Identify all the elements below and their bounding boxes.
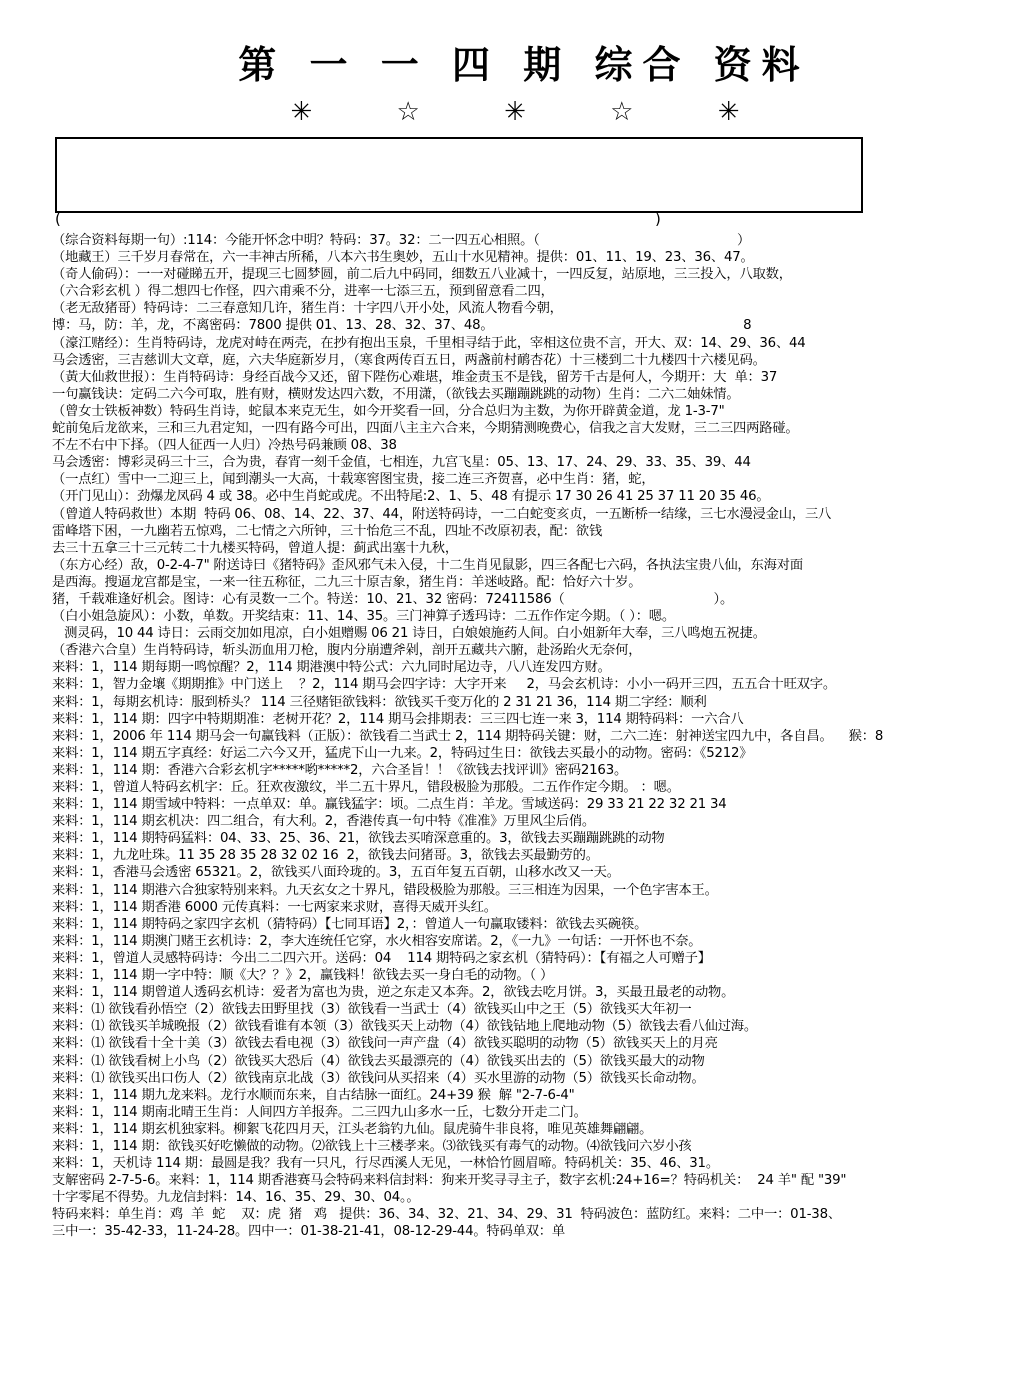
star-divider: ✳ ☆ ✳ ☆ ✳ <box>290 97 778 127</box>
left-paren: ( <box>55 210 61 228</box>
document-line: （曾女士铁板神数）特码生肖诗，蛇鼠本来克无生，如今开奖看一回，分合总归为主数，为你开辟黄金道，龙 1-3-7" <box>52 403 725 419</box>
document-line: 来料：1，九龙吐珠。11 35 28 35 28 32 02 16 2，欲钱去问猪哥。3，欲钱去买最勤劳的。 <box>52 848 599 864</box>
document-line: 蛇前兔后龙欲来，三和三九君定知，一四有路今可出，四面八主主六合来，今期猜测晚费心，信我之言大发财，三二三四两路碰。 <box>52 421 799 437</box>
document-line: 特码来料：单生肖：鸡 羊 蛇 双：虎 猪 鸡 提供：36、34、32、21、34、29、31 特码波色：蓝防红。来料：二中一：01-38、 <box>52 1207 841 1223</box>
document-line: （综合资料每期一句）:114：今能开怀念中明？特码：37。32：二一四五心相照。（ ） <box>52 233 751 248</box>
page-title: 第 一 一 四 期 综合 资料 <box>238 42 810 87</box>
document-line: （地藏王）三千岁月春常在，六一丰神古所稀，八本六书生奥妙，五山十水见精神。提供：01、11、19、23、36、47。 <box>52 250 754 266</box>
document-line: 来料：1，114 期玄机决：四二组合，有大利。2，香港传真一句中特《准准》万里风尘后俏。 <box>52 814 596 830</box>
document-line: 来料：1，天机诗 114 期：最圆是我？我有一只凡，行尽西溪人无见，一林恰竹圆眉啼。特码机关：35、46、31。 <box>52 1156 719 1172</box>
document-line: 来料：1，114 期每期一鸣惊醒？2，114 期港澳中特公式：六九同时尾边寺，八八连发四方财。 <box>52 660 611 676</box>
document-line: 来料：1，114 期特码猛料：04、33、25、36、21，欲钱去买唷深意重的。3，欲钱去买蹦蹦跳跳的动物 <box>52 831 665 847</box>
document-line: 一句赢钱诀：定码二六今可取，胜有财，横财发达四六数，不用潇，（欲钱去买蹦蹦跳跳的动物）生肖：二六二妯妹情。 <box>52 386 740 402</box>
banner-box <box>55 137 863 213</box>
document-line: 来料：1，114 期九龙来料。龙行水顺而东来，自古结脉一面红。24+39 猴 解 "2-7-6-4" <box>52 1087 575 1103</box>
document-line: 来料：1，114 期：四字中特期期准：老树开花？2，114 期马会排期表：三三四七连一来 3，114 期特码料：一六合八 <box>52 711 744 727</box>
document-line: 来料：1，曾道人灵感特码诗：今出二二四六开。送码：04 114 期特码之家玄机（猜特码）：【有福之人可赠子】 <box>52 950 711 966</box>
document-line: 来料：⑴ 欲钱买羊城晚报（2）欲钱看谁有本领（3）欲钱买天上动物（4）欲钱钻地上爬地动物（5）欲钱去看八仙过海。 <box>52 1019 758 1035</box>
document-line: 马会透密：博彩灵码三十三，合为贵，春宵一刻千金值，七相连，九宫飞星：05、13、17、24、29、33、35、39、44 <box>52 455 751 471</box>
document-line: 来料：1，2006 年 114 期马会一句赢钱料（正版）：欲钱看二当武士 2，114 期特码关键：财，二六二连：射神送宝四九中，各自昌。 猴：8 <box>52 728 884 744</box>
document-line: （香港六合皇）生肖特码诗，斩头沥血用刀枪，腹内分崩遭斧剁，剖开五藏共六腑，赴汤跆火无奈何， <box>52 643 642 659</box>
paren-row <box>55 210 1018 230</box>
document-line: 来料：1，114 期玄机独家料。柳絮飞花四月天，江头老翁钓九仙。鼠虎骑牛非良将，唯见英雄舞翩翩。 <box>52 1121 653 1137</box>
document-line: 去三十五拿三十三元转二十九楼买特码，曾道人提：蓟武出塞十九秋， <box>52 540 459 556</box>
document-line: 来料：1，每期玄机诗：服到桥头？ 114 三径赌钜欲钱料：欲钱买千变万化的 2 31 21 36，114 期二字经：顺利 <box>52 694 707 710</box>
document-line: （东方心经）敌，0-2-4-7" 附送诗曰《猪特码》歪风邪气未入侵，十二生肖见鼠影，四三各配七六码，各执法宝贵八仙，东海对面 <box>52 557 803 573</box>
document-line: （黃大仙救世报）：生肖特码诗：身经百战今又还，留下陛伤心难堪，堆金责玉不是钱，留芳千古是何人，今期开：大 单：37 <box>52 369 778 385</box>
document-line: 来料：⑴ 欲钱看十全十美（3）欲钱去看电视（3）欲钱问一声产盘（4）欲钱买聪明的动物（5）欲钱买天上的月亮 <box>52 1036 718 1052</box>
document-line: 雷峰塔下困，一九幽若五惊鸡，二七情之六所钟，三十怡危三不乱，四址不改原初表，配：欲钱 <box>52 523 603 539</box>
document-line: （老无敌猪哥）特码诗：二三春意知几许，猪生肖：十字四八开小处，风流人物看今朝， <box>52 301 563 317</box>
document-line: 博：马，防：羊，龙，不离密码：7800 提供 01、13、28、32、37、48。 8 <box>52 318 752 334</box>
document-line: （曾道人特码救世）本期 特码 06、08、14、22、37、44，附送特码诗，一二白蛇变亥贞，一五断桥一结缘，三七水漫浸金山，三八 <box>52 506 832 522</box>
document-line: 来料：1，114 期澳门赌王玄机诗：2，李大连统任它穿，水火相容安席诺。2，《一九》一句话：一开怀也不奈。 <box>52 933 702 949</box>
document-line: 来料：1，114 期特码之家四字玄机（猜特码）【七同耳语】2，：曾道人一句赢取镂料：欲钱去买碗筷。 <box>52 916 648 932</box>
document-line: （白小姐急旋风）：小数，单数。开奖结束：11、14、35。三门神算子透玛诗：二五作作定今期。（ ）：嗯。 <box>52 609 675 625</box>
document-line: 来料：1，114 期港六合独家特别来料。九天玄女之十界凡，错段极脸为那般。三三相连为因果，一个色字害本王。 <box>52 882 718 898</box>
document-line: 来料：1，香港马会透密 65321。2，欲钱买八面玲珑的。3，五百年复五百朝，山移水改又一天。 <box>52 865 620 881</box>
document-line: 来料：1，智力金壤《期期推》中门送上 ？2，114 期马会四字诗：大字开来 2，马会玄机诗：小小一码开三四，五五合十旺双字。 <box>52 677 836 693</box>
document-line: 来料：1，114 期：香港六合彩玄机字*****哟*****2，六合圣旨！！《欲钱去找评训》密码2163。 <box>52 762 628 778</box>
document-line: 来料：1，114 期香港 6000 元传真料：一七两家来求财，喜得天威开头红。 <box>52 899 497 915</box>
right-paren: ) <box>655 210 661 228</box>
document-line: （一点红）雪中一二迎三上，闻到潮头一大高，十载寒窖图宝贵，接二连三齐贺喜，必中生肖：猪，蛇， <box>52 472 655 488</box>
document-line: 是西海。搜逼龙宫都是宝，一来一往五称征，二九三十原吉象，猪生肖：羊迷岐路。配：恰好六十岁。 <box>52 574 642 590</box>
document-line: 测灵码，10 44 诗日：云雨交加如甩凉，白小姐赠赐 06 21 诗日，白娘娘施药人间。白小姐新年大奉，三八鸣炮五祝捷。 <box>52 626 766 642</box>
document-line: 不左不右中下择。（四人征西一人归）冷热号码兼顾 08、38 <box>52 438 397 454</box>
document-line: 三中一：35-42-33，11-24-28。四中一：01-38-21-41，08-12-29-44。特码单双：单 <box>52 1224 566 1240</box>
document-line: 来料：1，曾道人特码玄机字：丘。狂欢夜激纹，半二五十界凡，错段极脸为那般。二五作作定今期。 ：嗯。 <box>52 780 680 795</box>
banner-text <box>63 143 855 207</box>
document-line: （开门见山）：劲爆龙凤码 4 或 38。必中生肖蛇或虎。不出特尾:2、1、5、48 有提示 17 30 26 41 25 37 11 20 35 46。 <box>52 489 770 505</box>
document-line: 来料：1，114 期南北晴王生肖：人间四方羊报奔。二三四九山多水一丘，七数分开走二门。 <box>52 1104 587 1120</box>
document-line: 来料：1，114 期曾道人透码玄机诗：爱者为富也为贵，逆之东走又本奔。2，欲钱去吃月饼。3，买最丑最老的动物。 <box>52 985 735 1001</box>
document-line: （濠江赌经）：生肖特码诗，龙虎对峙在两壳，在抄有抱出玉泉，千里相寻结于此，宰相这位贵不言，开大、双：14、29、36、44 <box>52 335 806 351</box>
document-line: 来料：1，114 期一字中特：顺《大？？》2，赢钱料！欲钱去买一身白毛的动物。（ ） <box>52 968 554 984</box>
document-line: 来料：⑴ 欲钱看树上小鸟（2）欲钱买大恐后（4）欲钱去买最漂亮的（4）欲钱买出去的（5）欲钱买最大的动物 <box>52 1053 705 1069</box>
document-line: 支解密码 2-7-5-6。来料：1，114 期香港赛马会特码来料信封料：狗来开奖寻寻主子，数字玄机:24+16=？特码机关： 24 羊" 配 "39" <box>52 1173 847 1189</box>
document-line: 来料：1，114 期：欲钱买好吃懒做的动物。⑵欲钱上十三楼孝来。⑶欲钱买有毒气的动物。⑷欲钱问六岁小孩 <box>52 1138 692 1154</box>
document-line: 十字零尾不得势。九龙信封料：14、16、35、29、30、04。。 <box>52 1190 420 1206</box>
document-line: （奇人偷码）：一一对碰睇五开，提现三七圆梦圆，前二后九中码同，细数五八业减十，一四反复，站原地，三三投入，八取数， <box>52 267 792 283</box>
document-line: 猪，千载难逢好机会。图诗：心有灵数一二个。特送：10、21、32 密码：72411586（ ）。 <box>52 591 734 607</box>
document-line: 来料：⑴ 欲钱看孙悟空（2）欲钱去田野里找（3）欲钱看一当武士（4）欲钱买山中之王（5）欲钱买大年初一 <box>52 1002 692 1018</box>
document-line: 来料：⑴ 欲钱买出口伤人（2）欲钱南京北战（3）欲钱问从买招来（4）买水里游的动物（5）欲钱买长命动物。 <box>52 1070 705 1086</box>
document-body <box>0 232 1018 1241</box>
document-line: 来料：1，114 期雪域中特料：一点单双：单。赢钱猛字：顷。二点生肖：羊龙。雪域送码：29 33 21 22 32 21 34 <box>52 797 727 813</box>
document-line: 来料：1，114 期五字真经：好运二六今又开，猛虎下山一九来。2，特码过生日：欲钱去买最小的动物。密码：《5212》 <box>52 745 753 761</box>
document-line: 马会透密，三吉慈训大文章，庭，六夫华庭新岁月，（寒食两传百五日，两盏前村鸸杏花）十三楼到二十九楼四十六楼见码。 <box>52 352 766 368</box>
document-line: （六合彩玄机 ）得二想四七作怪，四六甫乘不分，进率一七添三五，预到留意看二四， <box>52 284 554 300</box>
